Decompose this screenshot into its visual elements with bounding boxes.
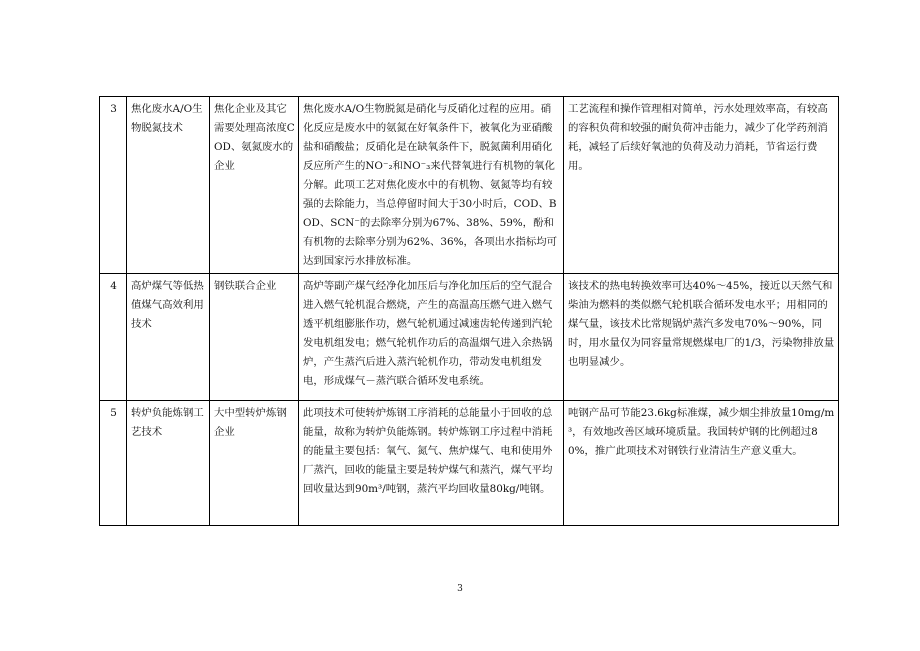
technology-content: 高炉等副产煤气经净化加压后与净化加压后的空气混合进入燃气轮机混合燃烧，产生的高温高压燃气进入燃气透平机组膨胀作功，燃气轮机通过减速齿轮传递到汽轮发电机组发电；燃气轮机作功后的高温烟气进入余热锅炉，产生蒸汽后进入蒸汽轮机作功，带动发电机组发电，形成煤气－蒸汽联合循环发电系统。 xyxy=(299,274,564,401)
page-number: 3 xyxy=(457,584,463,594)
technology-name: 高炉煤气等低热值煤气高效利用技术 xyxy=(127,274,210,401)
table-row xyxy=(100,274,839,401)
table-row xyxy=(100,401,839,526)
applicable-scope: 钢铁联合企业 xyxy=(210,274,299,401)
table-row xyxy=(100,97,839,274)
row-number: 5 xyxy=(100,401,127,526)
energy-saving-benefit: 该技术的热电转换效率可达40%～45%，接近以天然气和柴油为燃料的类似燃气轮机联合循环发电水平；用相同的煤气量，该技术比常规锅炉蒸汽多发电70%～90%，同时，用水量仅为同容量常规燃煤电厂的1/3，污染物排放量也明显减少。 xyxy=(564,274,839,401)
energy-saving-benefit: 工艺流程和操作管理相对简单，污水处理效率高，有较高的容积负荷和较强的耐负荷冲击能力，减少了化学药剂消耗，减轻了后续好氧池的负荷及动力消耗，节省运行费用。 xyxy=(564,97,839,274)
applicable-scope: 大中型转炉炼钢企业 xyxy=(210,401,299,526)
applicable-scope: 焦化企业及其它需要处理高浓度COD、氨氮废水的企业 xyxy=(210,97,299,274)
technology-table xyxy=(99,96,839,526)
technology-content: 此项技术可使转炉炼钢工序消耗的总能量小于回收的总能量，故称为转炉负能炼钢。转炉炼钢工序过程中消耗的能量主要包括：氧气、氮气、焦炉煤气、电和使用外厂蒸汽，回收的能量主要是转炉煤气和蒸汽，煤气平均回收量达到90m³/吨钢，蒸汽平均回收量80kg/吨钢。 xyxy=(299,401,564,526)
row-number: 4 xyxy=(100,274,127,401)
technology-content: 焦化废水A/O生物脱氮是硝化与反硝化过程的应用。硝化反应是废水中的氨氮在好氧条件下，被氧化为亚硝酸盐和硝酸盐；反硝化是在缺氧条件下，脱氮菌利用硝化反应所产生的NO⁻₂和NO⁻₃来代替氧进行有机物的氧化分解。此项工艺对焦化废水中的有机物、氨氮等均有较强的去除能力，当总停留时间大于30小时后，COD、BOD、SCN⁻的去除率分别为67%、38%、59%，酚和有机物的去除率分别为62%、36%，各项出水指标均可达到国家污水排放标准。 xyxy=(299,97,564,274)
row-number: 3 xyxy=(100,97,127,274)
technology-name: 转炉负能炼钢工艺技术 xyxy=(127,401,210,526)
technology-name: 焦化废水A/O生物脱氮技术 xyxy=(127,97,210,274)
energy-saving-benefit: 吨钢产品可节能23.6kg标准煤，减少烟尘排放量10mg/m³，有效地改善区域环境质量。我国转炉钢的比例超过80%，推广此项技术对钢铁行业清洁生产意义重大。 xyxy=(564,401,839,526)
